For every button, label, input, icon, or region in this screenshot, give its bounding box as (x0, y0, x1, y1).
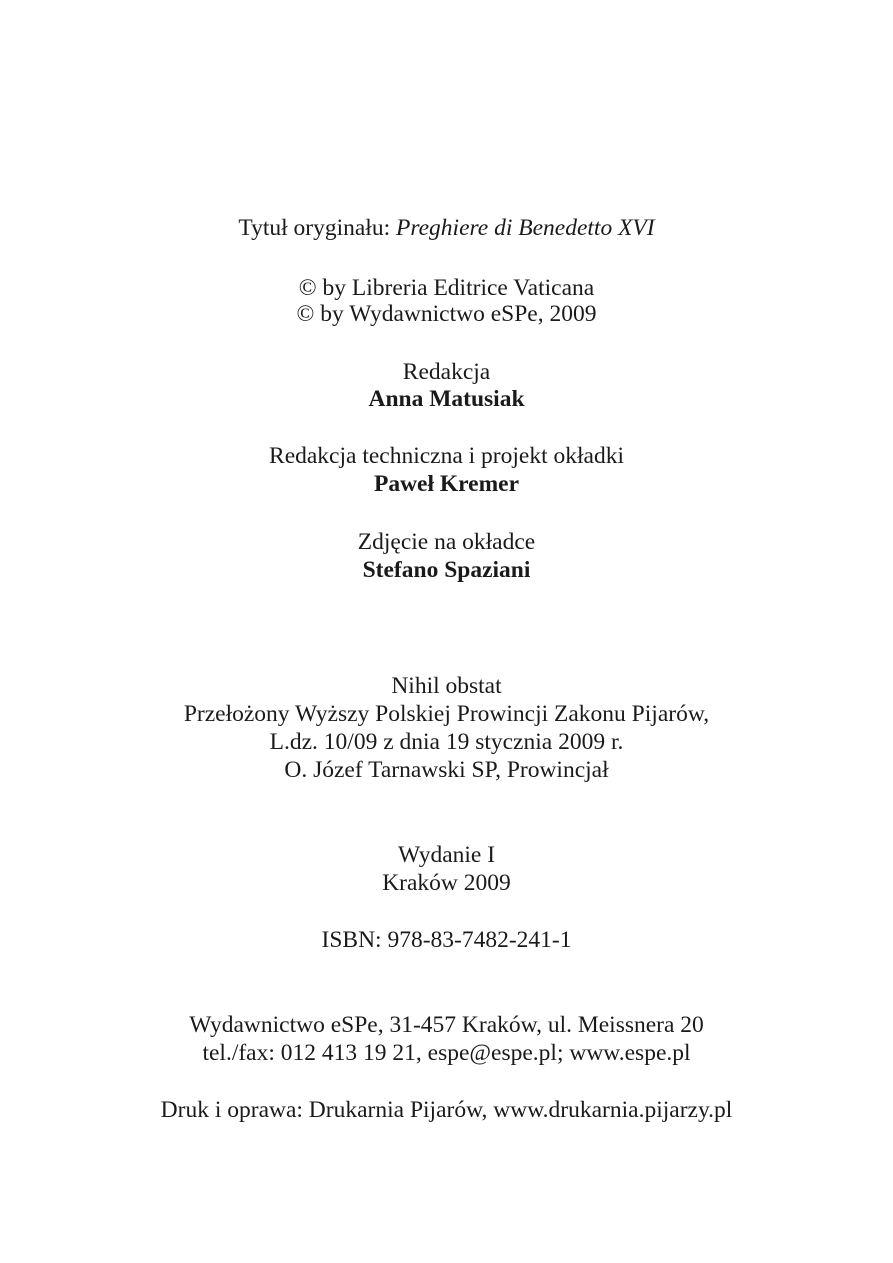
nihil-obstat-line: L.dz. 10/09 z dnia 19 stycznia 2009 r. (269, 729, 624, 755)
cover-photo-name: Stefano Spaziani (362, 557, 531, 583)
original-title: Preghiere di Benedetto XVI (396, 215, 655, 241)
publisher-contact: tel./fax: 012 413 19 21, espe@espe.pl; www.espe.pl (202, 1040, 691, 1066)
nihil-obstat-heading: Nihil obstat (391, 673, 502, 699)
technical-editor-name: Paweł Kremer (373, 471, 520, 497)
publisher-address: Wydawnictwo eSPe, 31-457 Kraków, ul. Meissnera 20 (189, 1012, 704, 1038)
edition-number: Wydanie I (397, 842, 496, 868)
original-title-line (0, 214, 893, 242)
cover-photo-role: Zdjęcie na okładce (357, 529, 536, 555)
original-title-label: Tytuł oryginału: (238, 215, 396, 241)
copyright-espe: © by Wydawnictwo eSPe, 2009 (296, 301, 597, 327)
edition-place-year: Kraków 2009 (382, 870, 511, 896)
editor-name: Anna Matusiak (368, 386, 525, 412)
nihil-obstat-line: Przełożony Wyższy Polskiej Prowincji Zakonu Pijarów, (183, 701, 710, 727)
editor-role: Redakcja (402, 359, 491, 385)
copyright-vatican: © by Libreria Editrice Vaticana (298, 275, 595, 301)
isbn: ISBN: 978-83-7482-241-1 (321, 927, 572, 953)
nihil-obstat-line: O. Józef Tarnawski SP, Prowincjał (284, 757, 609, 783)
printing-info: Druk i oprawa: Drukarnia Pijarów, www.drukarnia.pijarzy.pl (160, 1097, 733, 1123)
technical-editor-role: Redakcja techniczna i projekt okładki (269, 443, 624, 469)
